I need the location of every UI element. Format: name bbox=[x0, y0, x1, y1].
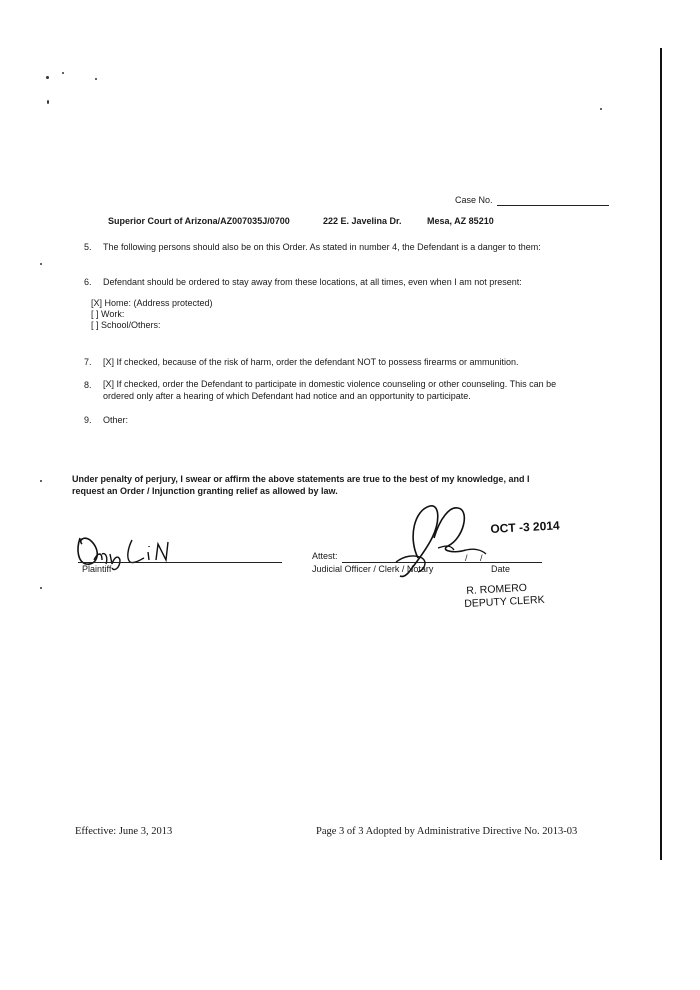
scan-speck bbox=[600, 108, 602, 110]
item-6-number: 6. bbox=[84, 277, 92, 287]
scan-speck bbox=[40, 263, 42, 265]
perjury-line2: request an Order / Injunction granting relief as allowed by law. bbox=[72, 486, 338, 496]
court-address: 222 E. Javelina Dr. bbox=[323, 216, 402, 226]
scan-speck bbox=[40, 587, 42, 589]
date-stamp: OCT -3 2014 bbox=[490, 518, 561, 536]
item-7-number: 7. bbox=[84, 357, 92, 367]
item-6-option-work: [ ] Work: bbox=[91, 309, 125, 319]
item-6-option-home: [X] Home: (Address protected) bbox=[91, 298, 213, 308]
item-9-text: Other: bbox=[103, 415, 129, 425]
court-line: Superior Court of Arizona/AZ007035J/0700 bbox=[108, 216, 290, 226]
scan-edge-bar bbox=[660, 48, 662, 860]
item-5-text: The following persons should also be on this Order. As stated in number 4, the Defendant is a danger to them: bbox=[103, 242, 541, 252]
scan-speck bbox=[62, 72, 64, 74]
case-no-label: Case No. bbox=[455, 195, 493, 205]
scan-speck bbox=[40, 480, 42, 482]
clerk-signature bbox=[378, 498, 488, 588]
attest-label: Attest: bbox=[312, 551, 338, 561]
item-6-option-school: [ ] School/Others: bbox=[91, 320, 161, 330]
plaintiff-label: Plaintiff bbox=[82, 564, 112, 574]
officer-label: Judicial Officer / Clerk / Notary bbox=[312, 564, 434, 574]
date-slashes: / / bbox=[465, 553, 483, 563]
scan-speck bbox=[47, 100, 49, 104]
perjury-line1: Under penalty of perjury, I swear or affirm the above statements are true to the best of my knowledge, and I bbox=[72, 474, 530, 484]
footer-page-info: Page 3 of 3 Adopted by Administrative Directive No. 2013-03 bbox=[316, 826, 578, 837]
item-8-number: 8. bbox=[84, 380, 92, 390]
plaintiff-signature-line bbox=[78, 562, 282, 563]
scan-speck bbox=[46, 76, 49, 79]
clerk-title: DEPUTY CLERK bbox=[464, 593, 545, 610]
item-7-text: [X] If checked, because of the risk of harm, order the defendant NOT to possess firearms or ammunition. bbox=[103, 357, 519, 367]
item-8-text-line2: ordered only after a hearing of which Defendant had notice and an opportunity to participate. bbox=[103, 391, 471, 401]
clerk-name: R. ROMERO bbox=[466, 581, 528, 597]
item-8-text-line1: [X] If checked, order the Defendant to participate in domestic violence counseling or other counseling. This can be bbox=[103, 379, 557, 389]
scan-speck bbox=[95, 78, 97, 80]
item-5-number: 5. bbox=[84, 242, 92, 252]
court-city: Mesa, AZ 85210 bbox=[427, 216, 494, 226]
footer-effective: Effective: June 3, 2013 bbox=[75, 826, 173, 837]
date-label: Date bbox=[491, 564, 511, 574]
case-no-line bbox=[497, 205, 609, 206]
item-9-number: 9. bbox=[84, 415, 92, 425]
item-6-text: Defendant should be ordered to stay away from these locations, at all times, even when I am not present: bbox=[103, 277, 522, 287]
